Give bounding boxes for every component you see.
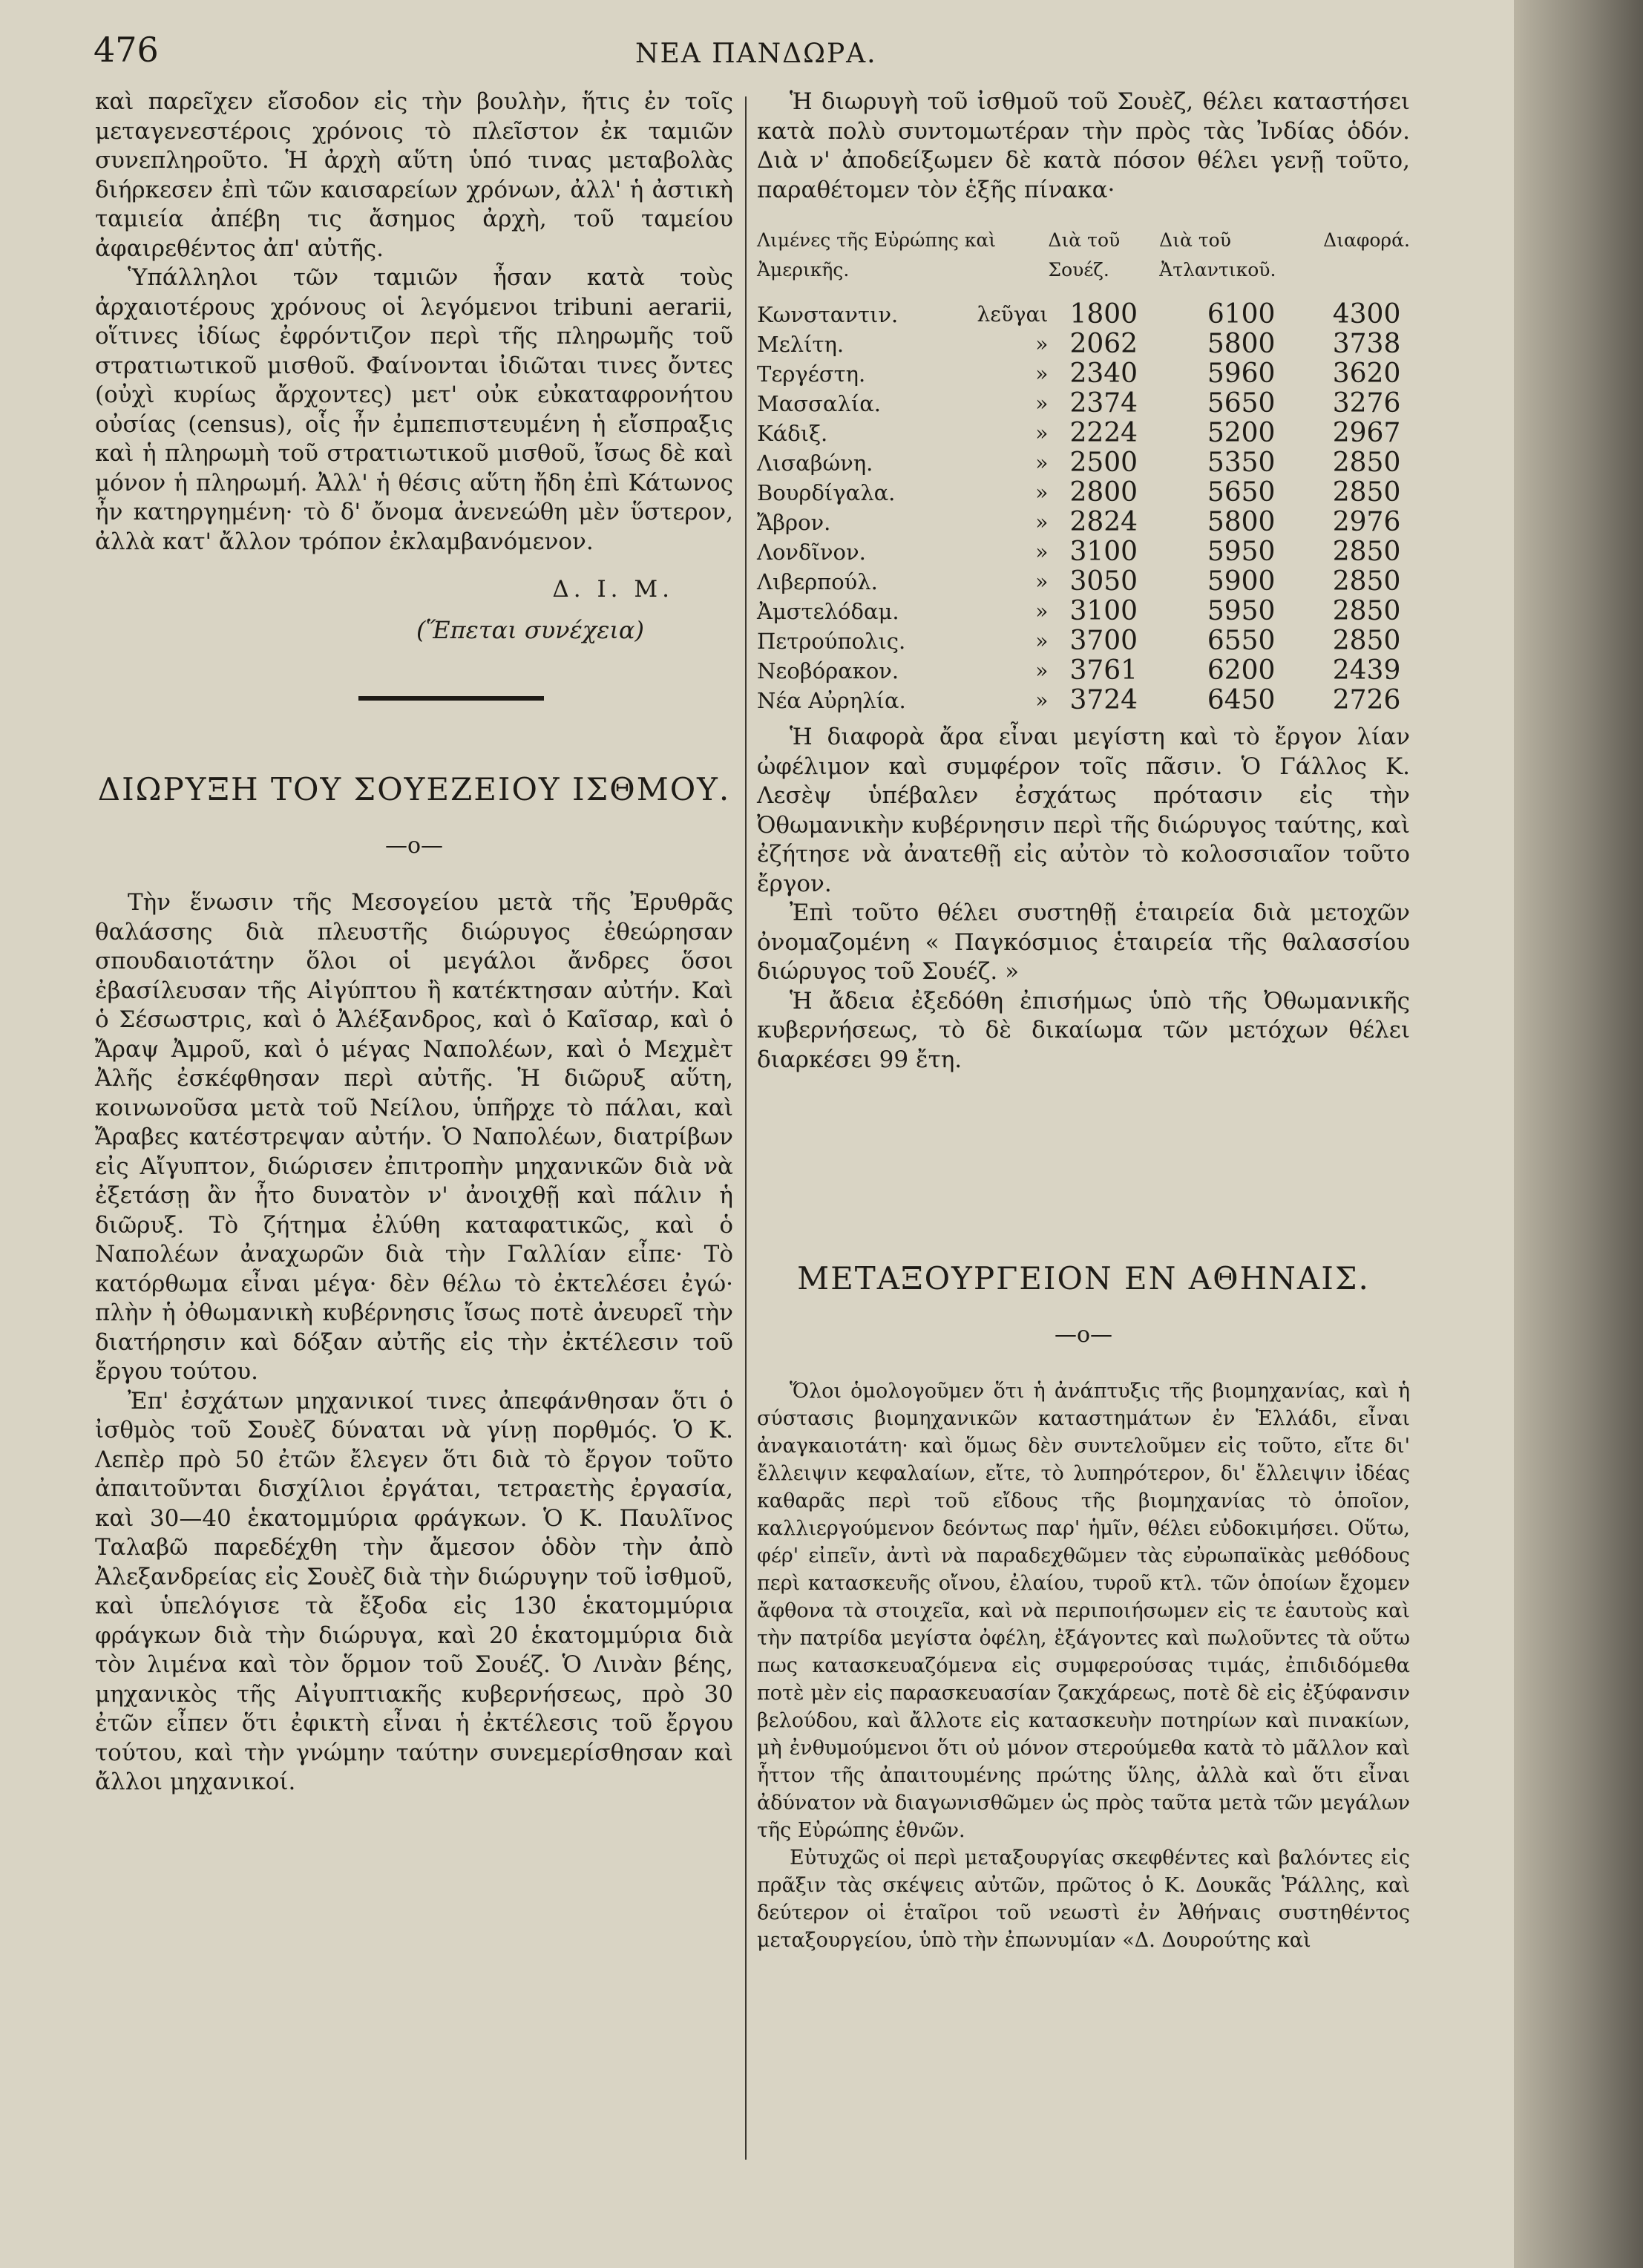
unit-label: » [1035, 540, 1049, 564]
body-paragraph: Ἡ ἄδεια ἐξεδόθη ἐπισήμως ὑπὸ τῆς Ὀθωμανικῆς κυβερνήσεως, τὸ δὲ δικαίωμα τῶν μετόχων θέλει διαρκέσει 99 ἔτη. [757, 987, 1410, 1073]
port-name: Μελίτη. [757, 332, 845, 357]
difference-value: 2850 [1332, 626, 1401, 656]
unit-label: » [1035, 599, 1049, 623]
unit-label: » [1035, 361, 1049, 386]
table-row [757, 656, 1410, 686]
unit-label: » [1035, 629, 1049, 653]
unit-label: » [1035, 480, 1049, 505]
article-paragraph: Ἐπ' ἐσχάτων μηχανικοί τινες ἀπεφάνθησαν ὅτι ὁ ἰσθμὸς τοῦ Σουὲζ δύναται νὰ γίνῃ πορθμός. Ὁ Κ. Λεπὲρ πρὸ 50 ἐτῶν ἔλεγεν ὅτι διὰ τὸ ἔργον τοῦτο ἀπαιτοῦνται δισχίλιοι ἐργάται, τετραετὴς ἐργασία, καὶ 30—40 ἑκατομμύρια φράγκων. Ὁ Κ. Παυλῖνος Ταλαβῶ παρεδέχθη τὴν ἄμεσον ὁδὸν τὴν ἀπὸ Ἀλεξανδρείας εἰς Σουὲζ διὰ τὴν διώρυγην τοῦ ἰσθμοῦ, καὶ ὑπελόγισε τὰ ἔξοδα εἰς 130 ἑκατομμύρια φράγκων διὰ τὴν διώρυγα, καὶ 20 ἑκατομμύρια διὰ τὸν λιμένα καὶ τὸν ὅρμον τοῦ Σουέζ. Ὁ Λινὰν βέης, μηχανικὸς τῆς Αἰγυπτιακῆς κυβερνήσεως, πρὸ 30 ἐτῶν εἶπεν ὅτι ἐφικτὴ εἶναι ἡ ἐκτέλεσις τοῦ ἔργου τούτου, καὶ τὴν γνώμην ταύτην συνεμερίσθησαν καὶ ἄλλοι μηχανικοί. [95, 1387, 733, 1795]
suez-distance: 2340 [1069, 358, 1138, 389]
suez-distance: 1800 [1069, 299, 1138, 330]
difference-value: 2850 [1332, 596, 1401, 626]
port-name: Κάδιξ. [757, 421, 828, 446]
port-name: Νεοβόρακον. [757, 658, 899, 684]
title-separator: —o— [1054, 1322, 1113, 1348]
continued-note: (Ἕπεται συνέχεια) [416, 616, 644, 644]
table-header-row [757, 226, 1410, 300]
suez-distance: 2500 [1069, 448, 1138, 478]
page-header [94, 30, 1429, 82]
suez-distance: 2824 [1069, 507, 1138, 537]
unit-label: » [1035, 510, 1049, 534]
table-row [757, 419, 1410, 448]
page-number: 476 [94, 30, 159, 70]
table-row [757, 597, 1410, 626]
difference-value: 3620 [1332, 358, 1401, 389]
suez-distance: 3700 [1069, 626, 1138, 656]
difference-value: 2967 [1332, 418, 1401, 448]
table-row [757, 626, 1410, 656]
intro-paragraph: Ὑπάλληλοι τῶν ταμιῶν ἦσαν κατὰ τοὺς ἀρχαιοτέρους χρόνους οἱ λεγόμενοι tribuni aerarii, οἵτινες ἰδίως ἐφρόντιζον περὶ τῆς πληρωμῆς τοῦ στρατιωτικοῦ μισθοῦ. Φαίνονται ἰδιῶται τινες ὄντες (οὐχὶ κυρίως ἄρχοντες) μετ' οὐκ εὐκαταφρονήτου οὐσίας (census), οἷς ἦν ἐμπεπιστευμένη ἡ εἴσπραξις καὶ ἡ πληρωμὴ τοῦ στρατιωτικοῦ μισθοῦ, ἴσως δὲ καὶ μόνον ἡ πληρωμή. Ἀλλ' ἡ θέσις αὕτη ἤδη ἐπὶ Κάτωνος ἦν κατηργημένη· τὸ δ' ὄνομα ἀνενεώθη μὲν ὕστερον, ἀλλὰ κατ' ἄλλον τρόπον ἐκλαμβανόμενον. [95, 264, 733, 555]
article-title: ΜΕΤΑΞΟΥΡΓΕΙΟΝ ΕΝ ΑΘΗΝΑΙΣ. [797, 1260, 1370, 1297]
unit-label: » [1035, 569, 1049, 594]
port-name: Λισαβώνη. [757, 450, 873, 476]
article-title: ΔΙΩΡΥΞΗ ΤΟΥ ΣΟΥΕΖΕΙΟΥ ΙΣΘΜΟΥ. [97, 771, 731, 807]
intro-paragraph: Ἡ διωρυγὴ τοῦ ἰσθμοῦ τοῦ Σουὲζ, θέλει καταστήσει κατὰ πολὺ συντομωτέραν τὴν πρὸς τὰς Ἰνδίας ὁδόν. Διὰ ν' ἀποδείξωμεν δὲ κατὰ πόσον θέλει γενῇ τοῦτο, παραθέτομεν τὸν ἑξῆς πίνακα· [757, 88, 1410, 203]
page-binding-edge [1514, 0, 1643, 2268]
atlantic-distance: 5900 [1207, 566, 1276, 597]
atlantic-distance: 6200 [1207, 655, 1276, 686]
difference-value: 2850 [1332, 566, 1401, 597]
journal-title: ΝΕΑ ΠΑΝΔΩΡΑ. [635, 39, 877, 69]
section-divider [358, 696, 544, 701]
table-row [757, 330, 1410, 359]
port-name: Πετρούπολις. [757, 629, 906, 654]
suez-distance: 2800 [1069, 477, 1138, 508]
port-name: Ἄβρον. [757, 510, 831, 535]
table-body [757, 300, 1410, 715]
title-separator: —o— [384, 833, 444, 859]
unit-label: » [1035, 450, 1049, 475]
difference-value: 3738 [1332, 329, 1401, 359]
unit-label: » [1035, 421, 1049, 445]
atlantic-distance: 6550 [1207, 626, 1276, 656]
table-row [757, 567, 1410, 597]
column-divider [745, 96, 747, 2160]
article-paragraph: Ὅλοι ὁμολογοῦμεν ὅτι ἡ ἀνάπτυξις τῆς βιομηχανίας, καὶ ἡ σύστασις βιομηχανικῶν καταστημάτων ἐν Ἑλλάδι, εἶναι ἀναγκαιοτάτη· καὶ ὅμως δὲν συντελοῦμεν εἰς τοῦτο, εἴτε δι' ἔλλειψιν κεφαλαίων, εἴτε, τὸ λυπηρότερον, δι' ἔλλειψιν ἰδέας καθαρᾶς περὶ τοῦ εἴδους τῆς βιομηχανίας τὸ ὁποῖον, καλλιεργούμενον δεόντως παρ' ἡμῖν, θέλει εὐδοκιμήσει. Οὕτω, φέρ' εἰπεῖν, ἀντὶ νὰ παραδεχθῶμεν τὰς εὐρωπαϊκὰς μεθόδους περὶ κατασκευῆς οἴνου, ἐλαίου, τυροῦ κτλ. τῶν ὁποίων ἔχομεν ἄφθονα τὰ στοιχεῖα, καὶ νὰ περιποιήσωμεν εἰς τε ἑαυτοὺς καὶ τὴν πατρίδα μεγίστα ὀφέλη, ἐξάγοντες καὶ πωλοῦντες τὰ οὕτω πως κατασκευαζόμενα εἰς συμφερούσας τιμάς, ἐπιδιδόμεθα ποτὲ μὲν εἰς παρασκευασίαν ζακχάρεως, ποτὲ δὲ εἰς ἐξύφανσιν βελούδου, καὶ ἄλλοτε εἰς κατασκευὴν ποτηρίων καὶ πινακίων, μὴ ἐνθυμούμενοι ὅτι οὐ μόνον στερούμεθα κατὰ τὸ μᾶλλον καὶ ἧττον τῆς ἀπαιτουμένης πρώτης ὕλης, ἀλλὰ καὶ ὅτι εἶναι ἀδύνατον νὰ διαγωνισθῶμεν ὡς πρὸς ταῦτα μετὰ τῶν μεγάλων τῆς Εὐρώπης ἐθνῶν. [757, 1380, 1410, 1842]
body-paragraph: Ἐπὶ τοῦτο θέλει συστηθῇ ἑταιρεία διὰ μετοχῶν ὀνομαζομένη « Παγκόσμιος ἑταιρεία τῆς θαλασσίου διώρυγος τοῦ Σουέζ. » [757, 899, 1410, 985]
table-row [757, 389, 1410, 419]
port-name: Ἀμστελόδαμ. [757, 599, 899, 624]
port-name: Κωνσταντιν. [757, 302, 899, 327]
left-column [95, 88, 733, 1797]
unit-label: » [1035, 332, 1049, 356]
article-paragraph: Εὐτυχῶς οἱ περὶ μεταξουργίας σκεφθέντες καὶ βαλόντες εἰς πρᾶξιν τὰς σκέψεις αὐτῶν, πρῶτος ὁ Κ. Δουκᾶς Ῥάλλης, καὶ δεύτερον οἱ ἑταῖροι τοῦ νεωστὶ ἐν Ἀθήναις συστηθέντος μεταξουργείου, ὑπὸ τὴν ἐπωνυμίαν «Δ. Δουρούτης καὶ [757, 1846, 1410, 1952]
body-paragraph: Ἡ διαφορὰ ἄρα εἶναι μεγίστη καὶ τὸ ἔργον λίαν ὠφέλιμον καὶ συμφέρον τοῖς πᾶσιν. Ὁ Γάλλος Κ. Λεσὲψ ὑπέβαλεν ἐσχάτως πρότασιν εἰς τὴν Ὀθωμανικὴν κυβέρνησιν περὶ τῆς διώρυγος ταύτης, καὶ ἐζήτησε νὰ ἀνατεθῇ εἰς αὐτὸν τὸ κολοσσιαῖον τοῦτο ἔργον. [757, 724, 1410, 897]
atlantic-distance: 6450 [1207, 685, 1276, 715]
table-row [757, 300, 1410, 330]
atlantic-distance: 5200 [1207, 418, 1276, 448]
unit-label: λεῦγαι [977, 302, 1049, 327]
difference-value: 2850 [1332, 477, 1401, 508]
difference-value: 2439 [1332, 655, 1401, 686]
distance-table [757, 226, 1410, 715]
suez-distance: 2224 [1069, 418, 1138, 448]
intro-paragraph: καὶ παρεῖχεν εἴσοδον εἰς τὴν βουλὴν, ἥτις ἐν τοῖς μεταγενεστέροις χρόνοις τὸ πλεῖστον ἐκ ταμιῶν συνεπληροῦτο. Ἡ ἀρχὴ αὕτη ὑπό τινας μεταβολὰς διήρκεσεν ἐπὶ τῶν καισαρείων χρόνων, ἀλλ' ἡ ἀστικὴ ταμιεία ἀπέβη τις ἄσημος ἀρχὴ, τοῦ ταμείου ἀφαιρεθέντος ἀπ' αὐτῆς. [95, 88, 733, 262]
table-row [757, 359, 1410, 389]
suez-distance: 3724 [1069, 685, 1138, 715]
atlantic-distance: 5950 [1207, 537, 1276, 567]
atlantic-distance: 5650 [1207, 388, 1276, 419]
unit-label: » [1035, 658, 1049, 683]
atlantic-distance: 5650 [1207, 477, 1276, 508]
table-header-difference: Διαφορά. [1323, 229, 1410, 251]
port-name: Βουρδίγαλα. [757, 480, 896, 505]
port-name: Μασσαλία. [757, 391, 882, 416]
port-name: Νέα Αὐρηλία. [757, 688, 906, 713]
table-header-atlantic: Διὰ τοῦ Ἀτλαντικοῦ. [1159, 229, 1276, 281]
unit-label: » [1035, 688, 1049, 712]
table-row [757, 686, 1410, 715]
right-column [757, 88, 1410, 1954]
port-name: Λιβερπούλ. [757, 569, 878, 594]
table-row [757, 478, 1410, 508]
author-signature: Δ. Ι. Μ. [552, 576, 674, 603]
atlantic-distance: 6100 [1207, 299, 1276, 330]
port-name: Τεργέστη. [757, 361, 866, 387]
table-row [757, 448, 1410, 478]
spacer [757, 1075, 1410, 1260]
difference-value: 2726 [1332, 685, 1401, 715]
port-name: Λονδῖνον. [757, 540, 866, 565]
table-row [757, 537, 1410, 567]
difference-value: 2850 [1332, 537, 1401, 567]
unit-label: » [1035, 391, 1049, 416]
difference-value: 2976 [1332, 507, 1401, 537]
suez-distance: 3100 [1069, 537, 1138, 567]
suez-distance: 3050 [1069, 566, 1138, 597]
atlantic-distance: 5350 [1207, 448, 1276, 478]
suez-distance: 3761 [1069, 655, 1138, 686]
suez-distance: 2062 [1069, 329, 1138, 359]
suez-distance: 3100 [1069, 596, 1138, 626]
atlantic-distance: 5800 [1207, 329, 1276, 359]
difference-value: 3276 [1332, 388, 1401, 419]
suez-distance: 2374 [1069, 388, 1138, 419]
difference-value: 4300 [1332, 299, 1401, 330]
atlantic-distance: 5960 [1207, 358, 1276, 389]
atlantic-distance: 5800 [1207, 507, 1276, 537]
table-row [757, 508, 1410, 537]
article-paragraph: Τὴν ἕνωσιν τῆς Μεσογείου μετὰ τῆς Ἐρυθρᾶς θαλάσσης διὰ πλευστῆς διώρυγος ἐθεώρησαν σπουδαιοτάτην ὅλοι οἱ μεγάλοι ἄνδρες ὅσοι ἐβασίλευσαν τῆς Αἰγύπτου ἢ κατέκτησαν αὐτήν. Καὶ ὁ Σέσωστρις, καὶ ὁ Ἀλέξανδρος, καὶ ὁ Καῖσαρ, καὶ ὁ Ἄραψ Ἀμροῦ, καὶ ὁ μέγας Ναπολέων, καὶ ὁ Μεχμὲτ Ἀλῆς ἐσκέφθησαν περὶ αὐτῆς. Ἡ διῶρυξ αὕτη, κοινωνοῦσα μετὰ τοῦ Νείλου, ὑπῆρχε τὸ πάλαι, καὶ Ἄραβες κατέστρεψαν αὐτήν. Ὁ Ναπολέων, διατρίβων εἰς Αἴγυπτον, διώρισεν ἐπιτροπὴν μηχανικῶν διὰ νὰ ἐξετάσῃ ἂν ἦτο δυνατὸν ν' ἀνοιχθῇ καὶ πάλιν ἡ διῶρυξ. Τὸ ζήτημα ἐλύθη καταφατικῶς, καὶ ὁ Ναπολέων ἀναχωρῶν διὰ τὴν Γαλλίαν εἶπε· Τὸ κατόρθωμα εἶναι μέγα· δὲν θέλω τὸ ἐκτελέσει ἐγώ· πλὴν ἡ ὀθωμανικὴ κυβέρνησις ἴσως ποτὲ ἀνευρεῖ τὴν διατήρησιν καὶ δόξαν αὐτῆς εἰς τὴν ἐκτέλεσιν τοῦ ἔργου τούτου. [95, 889, 733, 1385]
difference-value: 2850 [1332, 448, 1401, 478]
table-header-ports: Λιμένες τῆς Εὐρώπης καὶ Ἀμερικῆς. [757, 229, 997, 281]
atlantic-distance: 5950 [1207, 596, 1276, 626]
table-header-suez: Διὰ τοῦ Σουέζ. [1048, 229, 1121, 281]
